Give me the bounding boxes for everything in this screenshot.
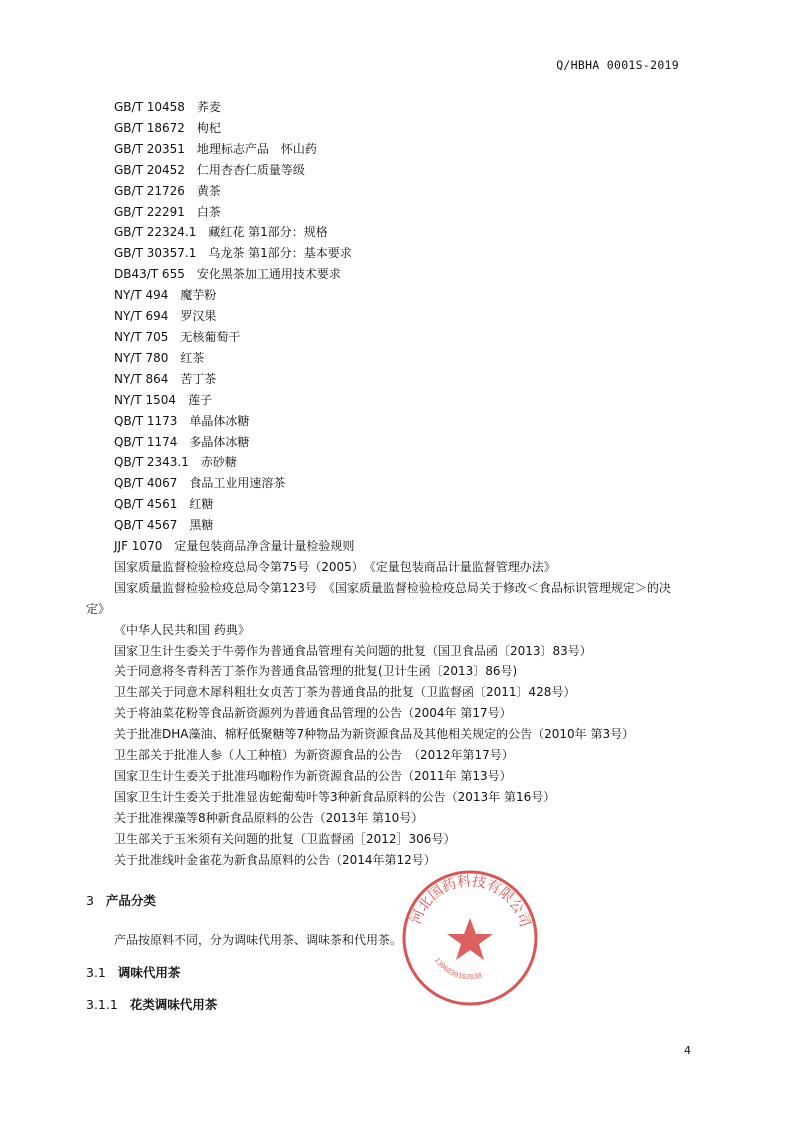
section-title: 花类调味代用茶 xyxy=(129,997,218,1012)
reference-item: 关于批准线叶金雀花为新食品原料的公告（2014年第12号） xyxy=(114,852,436,867)
section-3-1-1-heading xyxy=(86,995,217,1013)
reference-item: NY/T 705 无核葡萄干 xyxy=(114,329,241,344)
reference-item: QB/T 4561 红糖 xyxy=(114,497,214,512)
section-title: 调味代用茶 xyxy=(117,965,181,980)
reference-item: 卫生部关于玉米须有关问题的批复（卫监督函［2012］306号） xyxy=(114,831,456,846)
section-3-1-heading xyxy=(86,963,180,981)
reference-item: GB/T 21726 黄茶 xyxy=(114,183,221,198)
section-number: 3 xyxy=(86,893,94,908)
seal-text: 河北国药科技有限公司 xyxy=(408,873,533,930)
reference-list xyxy=(86,97,714,871)
reference-item: 关于将油菜花粉等食品新资源列为普通食品管理的公告（2004年 第17号） xyxy=(114,706,512,721)
reference-item: NY/T 694 罗汉果 xyxy=(114,309,217,324)
reference-item: GB/T 30357.1 乌龙茶 第1部分：基本要求 xyxy=(114,246,352,261)
reference-item: QB/T 1173 单晶体冰糖 xyxy=(114,413,250,428)
star-icon xyxy=(447,918,493,960)
reference-item: 《中华人民共和国 药典》 xyxy=(114,622,250,637)
reference-item: 国家卫生计生委关于批准显齿蛇葡萄叶等3种新食品原料的公告（2013年 第16号） xyxy=(114,789,556,804)
reference-item: GB/T 22324.1 藏红花 第1部分：规格 xyxy=(114,225,328,240)
section-title: 产品分类 xyxy=(105,893,156,908)
reference-item: GB/T 10458 荞麦 xyxy=(114,100,221,114)
reference-item: NY/T 780 红茶 xyxy=(114,350,205,365)
reference-item: 国家卫生计生委关于牛蒡作为普通食品管理有关问题的批复（国卫食品函〔2013〕83号） xyxy=(114,643,592,658)
section-3-paragraph: 产品按原料不同，分为调味代用茶、调味茶和代用茶。 xyxy=(114,933,403,947)
reference-item: 国家卫生计生委关于批准玛咖粉作为新资源食品的公告（2011年 第13号） xyxy=(114,769,512,783)
reference-item: 关于批准裸藻等8种新食品原料的公告（2013年 第10号） xyxy=(114,810,424,825)
reference-item: DB43/T 655 安化黑茶加工通用技术要求 xyxy=(114,267,341,282)
reference-item: GB/T 20351 地理标志产品 怀山药 xyxy=(114,141,317,156)
reference-item: QB/T 4567 黑糖 xyxy=(114,518,214,533)
company-seal xyxy=(400,868,540,1008)
reference-item: GB/T 22291 白茶 xyxy=(114,204,221,219)
reference-item: NY/T 494 魔芋粉 xyxy=(114,288,217,303)
reference-item: 关于同意将冬青科苦丁茶作为普通食品管理的批复(卫计生函〔2013〕86号) xyxy=(114,664,518,679)
reference-item: NY/T 864 苦丁茶 xyxy=(114,371,217,386)
reference-item: GB/T 18672 枸杞 xyxy=(114,120,221,135)
reference-item: 卫生部关于批准人参（人工种植）为新资源食品的公告 （2012年第17号） xyxy=(114,748,514,763)
reference-item: JJF 1070 定量包装商品净含量计量检验规则 xyxy=(114,539,355,554)
reference-item: 国家质量监督检验检疫总局令第123号 《国家质量监督检验检疫总局关于修改＜食品标识管理规定＞的决定》 xyxy=(86,580,671,616)
reference-item: NY/T 1504 莲子 xyxy=(114,392,213,407)
page-number: 4 xyxy=(684,1044,691,1057)
reference-item: QB/T 2343.1 赤砂糖 xyxy=(114,455,237,470)
reference-item: QB/T 1174 多晶体冰糖 xyxy=(114,434,250,449)
seal-code: 1306830102038 xyxy=(432,956,483,982)
reference-item: GB/T 20452 仁用杏杏仁质量等级 xyxy=(114,162,305,177)
section-number: 3.1.1 xyxy=(86,997,118,1012)
reference-item: 卫生部关于同意木犀科粗壮女贞苦丁茶为普通食品的批复（卫监督函〔2011〕428号） xyxy=(114,685,576,700)
reference-item: 关于批准DHA藻油、棉籽低聚糖等7种物品为新资源食品及其他相关规定的公告（2010年 第3号） xyxy=(114,727,635,742)
reference-item: QB/T 4067 食品工业用速溶茶 xyxy=(114,476,286,491)
section-3-heading xyxy=(86,891,156,909)
reference-item: 国家质量监督检验检疫总局令第75号（2005） 《定量包装商品计量监督管理办法》 xyxy=(114,559,556,574)
section-number: 3.1 xyxy=(86,965,106,980)
document-code: Q/HBHA 0001S-2019 xyxy=(556,58,679,72)
